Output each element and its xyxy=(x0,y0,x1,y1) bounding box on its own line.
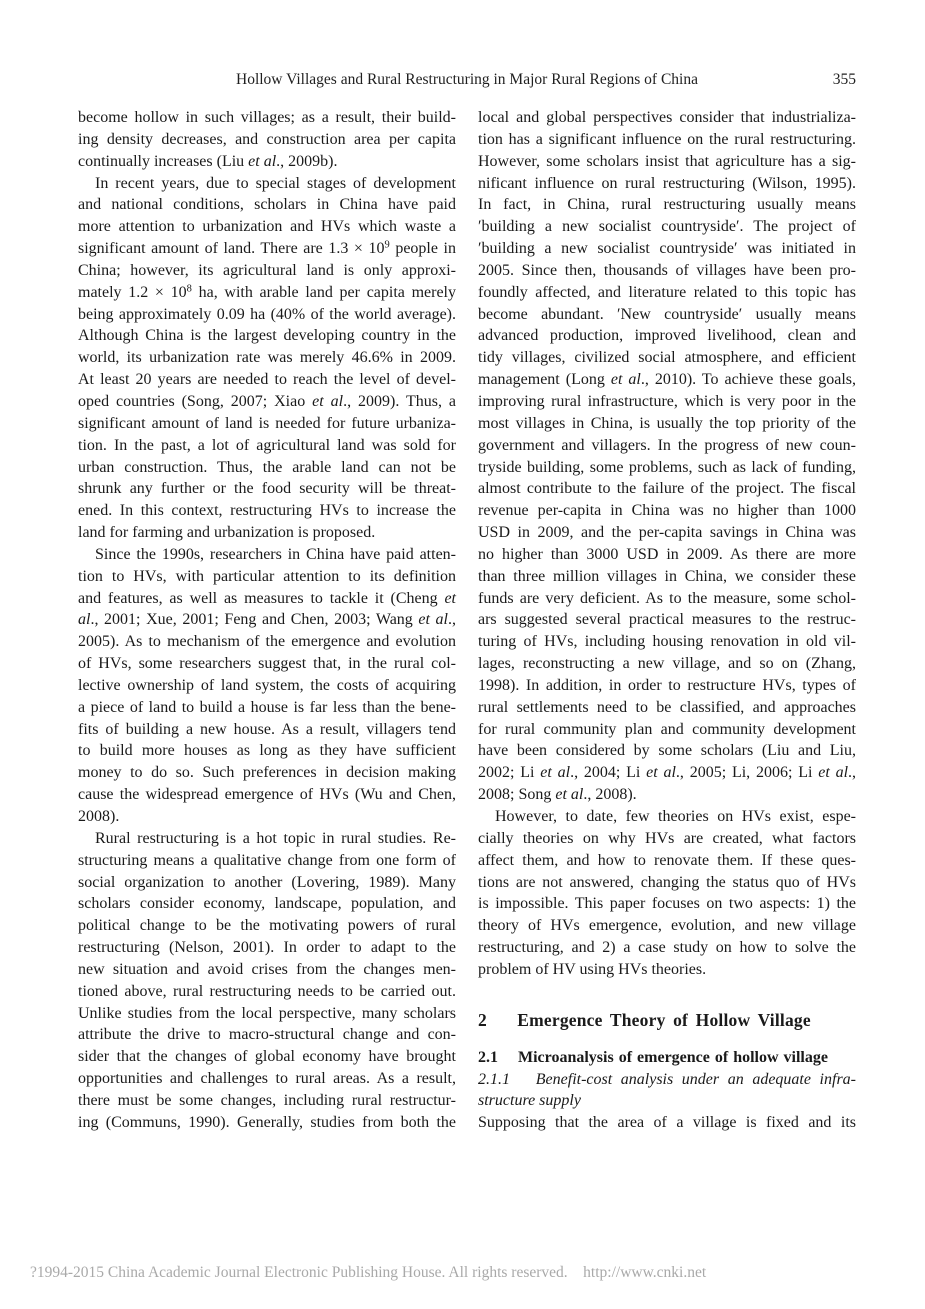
text-line: to build more houses as long as they have sufficient xyxy=(78,742,456,760)
text-line: improving rural infrastructure, which is very poor in the xyxy=(478,392,856,410)
text-line: tions are not answered, changing the status quo of HVs xyxy=(478,873,856,891)
text-line: no higher than 3000 USD in 2009. As there are more xyxy=(478,545,856,563)
text-line: tion to HVs, with particular attention to its definition xyxy=(78,567,456,585)
section-heading: 2 Emergence Theory of Hollow Village xyxy=(478,1009,811,1030)
text-line: restructuring (Nelson, 2001). In order to adapt to the xyxy=(78,939,456,957)
text-line: theory of HVs emergence, evolution, and new village xyxy=(478,917,856,935)
text-line: significant amount of land is needed for future urbaniza- xyxy=(78,414,456,432)
text-line: ′building a new socialist countryside′ was initiated in xyxy=(478,240,856,258)
text-line: more attention to urbanization and HVs which waste a xyxy=(78,218,456,236)
text-line: revenue per-capita in China was no higher than 1000 xyxy=(478,502,856,520)
text-line: oped countries (Song, 2007; Xiao et al., 2009). Thus, a xyxy=(78,392,456,410)
text-line: advanced production, improved livelihood, clean and xyxy=(478,327,856,345)
text-line: However, to date, few theories on HVs exist, espe- xyxy=(495,808,856,825)
text-line: ′building a new socialist countryside′. The project of xyxy=(478,218,856,236)
text-line: and features, as well as measures to tackle it (Cheng et xyxy=(78,589,456,607)
text-line: attribute the drive to macro-structural change and con- xyxy=(78,1026,456,1044)
text-line: new situation and avoid crises from the changes men- xyxy=(78,960,456,978)
text-line: shrunk any further or the food security will be threat- xyxy=(78,480,456,498)
text-line: tioned above, rural restructuring needs to be carried out. xyxy=(78,982,456,1000)
text-line: However, some scholars insist that agriculture has a sig- xyxy=(478,152,856,170)
left-column xyxy=(78,107,456,1134)
text-line: sider that the changes of global economy have brought xyxy=(78,1048,456,1066)
text-line: for rural community plan and community development xyxy=(478,720,856,738)
text-line: ars suggested several practical measures to the restruc- xyxy=(478,611,856,629)
text-line: is impossible. This paper focuses on two aspects: 1) the xyxy=(478,895,856,913)
text-line: cially theories on why HVs are created, what factors xyxy=(478,829,856,847)
copyright-footer: ?1994-2015 China Academic Journal Electronic Publishing House. All rights reserved. http://www.cnki.net xyxy=(30,1264,707,1281)
text-line: tion has a significant influence on the rural restructuring. xyxy=(478,130,856,148)
text-line: USD in 2009, and the per-capita savings in China was xyxy=(478,524,856,542)
text-line: In fact, in China, rural restructuring usually means xyxy=(478,196,856,214)
text-line: Unlike studies from the local perspective, many scholars xyxy=(78,1004,456,1022)
text-line: problem of HV using HVs theories. xyxy=(478,960,707,978)
text-line: nificant influence on rural restructuring (Wilson, 1995). xyxy=(478,174,856,192)
text-line: Although China is the largest developing country in the xyxy=(78,327,456,345)
text-line: Rural restructuring is a hot topic in rural studies. Re- xyxy=(95,829,456,847)
text-line: political change to be the motivating powers of rural xyxy=(78,917,456,935)
text-line: China; however, its agricultural land is only approxi- xyxy=(78,261,456,279)
text-line: 2008; Song et al., 2008). xyxy=(478,786,637,804)
text-line: have been considered by some scholars (Liu and Liu, xyxy=(478,742,856,760)
text-line: Supposing that the area of a village is fixed and its xyxy=(478,1114,856,1132)
text-line: management (Long et al., 2010). To achieve these goals, xyxy=(478,371,857,389)
text-line: funds are very deficient. As to the measure, some schol- xyxy=(478,589,856,607)
text-line: foundly affected, and literature related to this topic has xyxy=(478,283,856,301)
text-line: mately $1.2 \times 10^8$ ha, with arable land per capita merely xyxy=(78,283,457,301)
text-line: significant amount of land. There are $1.3 \times 10^9$ people in xyxy=(78,239,456,258)
text-line: ing (Communs, 1990). Generally, studies from both the xyxy=(78,1113,456,1131)
text-line: there must be some changes, including rural restructur- xyxy=(78,1091,456,1109)
text-line: affect them, and how to renovate them. If these ques- xyxy=(478,851,856,869)
text-line: and national conditions, scholars in China have paid xyxy=(78,196,456,214)
text-line: become hollow in such villages; as a result, their build- xyxy=(78,109,456,126)
text-line: ened. In this context, restructuring HVs to increase the xyxy=(78,502,456,520)
text-line: ing density decreases, and construction area per capita xyxy=(78,130,456,148)
text-line: al., 2001; Xue, 2001; Feng and Chen, 2003; Wang et al., xyxy=(78,611,457,629)
subsubsection-heading-line: structure supply xyxy=(478,1092,581,1110)
text-line: cause the widespread emergence of HVs (Wu and Chen, xyxy=(78,786,456,804)
text-line: Since the 1990s, researchers in China have paid atten- xyxy=(95,545,456,563)
text-line: 2008). xyxy=(78,808,120,825)
text-line: tion. In the past, a lot of agricultural land was sold for xyxy=(78,436,456,454)
text-line: continually increases (Liu et al., 2009b). xyxy=(78,152,338,170)
text-line: social organization to another (Lovering, 1989). Many xyxy=(78,873,456,891)
text-line: opportunities and challenges to rural areas. As a result, xyxy=(78,1070,456,1088)
text-line: most villages in China, is usually the top priority of the xyxy=(478,414,856,432)
text-line: 2005. Since then, thousands of villages have been pro- xyxy=(478,261,856,279)
text-line: a piece of land to build a house is far less than the bene- xyxy=(78,698,456,716)
text-line: scholars consider economy, landscape, population, and xyxy=(78,895,456,913)
text-line: than three million villages in China, we consider these xyxy=(478,567,856,585)
running-head-title: Hollow Villages and Rural Restructuring in Major Rural Regions of China xyxy=(236,71,698,88)
text-line: tryside building, some problems, such as lack of funding, xyxy=(478,458,856,476)
running-head xyxy=(78,71,856,91)
text-line: 2002; Li et al., 2004; Li et al., 2005; Li, 2006; Li et al., xyxy=(478,764,857,782)
text-line: government and villagers. In the progress of new coun- xyxy=(478,436,856,454)
text-line: urban construction. Thus, the arable land can not be xyxy=(78,458,456,476)
text-line: At least 20 years are needed to reach the level of devel- xyxy=(78,371,456,389)
text-line: lages, reconstructing a new village, and so on (Zhang, xyxy=(478,655,856,673)
text-line: almost contribute to the failure of the project. The fiscal xyxy=(478,480,856,498)
text-line: become abundant. ′New countryside′ usually means xyxy=(478,305,856,323)
text-line: rural settlements need to be classified, and approaches xyxy=(478,698,856,716)
text-line: fits of building a new house. As a result, villagers tend xyxy=(78,720,456,738)
text-line: world, its urbanization rate was merely 46.6% in 2009. xyxy=(78,349,456,367)
text-line: restructuring, and 2) a case study on how to solve the xyxy=(478,939,856,957)
text-line: 2005). As to mechanism of the emergence and evolution xyxy=(78,633,456,651)
text-line: structuring means a qualitative change from one form of xyxy=(78,851,456,869)
text-line: local and global perspectives consider that industrializa- xyxy=(478,109,856,126)
subsection-heading: 2.1 Microanalysis of emergence of hollow village xyxy=(478,1048,828,1066)
text-line: turing of HVs, including housing renovation in old vil- xyxy=(478,633,856,651)
right-column xyxy=(478,107,856,1134)
text-line: 1998). In addition, in order to restructure HVs, types of xyxy=(478,676,856,694)
text-line: money to do so. Such preferences in decision making xyxy=(78,764,456,782)
text-line: being approximately 0.09 ha (40% of the world average). xyxy=(78,305,456,323)
page-number: 355 xyxy=(832,71,856,88)
text-line: of HVs, some researchers suggest that, in the rural col- xyxy=(78,655,456,673)
text-line: In recent years, due to special stages of development xyxy=(95,174,456,192)
text-line: land for farming and urbanization is proposed. xyxy=(78,524,376,542)
text-line: tidy villages, civilized social atmosphere, and efficient xyxy=(478,349,856,367)
two-column-body xyxy=(78,107,856,1134)
text-line: lective ownership of land system, the costs of acquiring xyxy=(78,676,456,694)
subsubsection-heading-line: 2.1.1 Benefit-cost analysis under an adequate infra- xyxy=(478,1070,856,1088)
